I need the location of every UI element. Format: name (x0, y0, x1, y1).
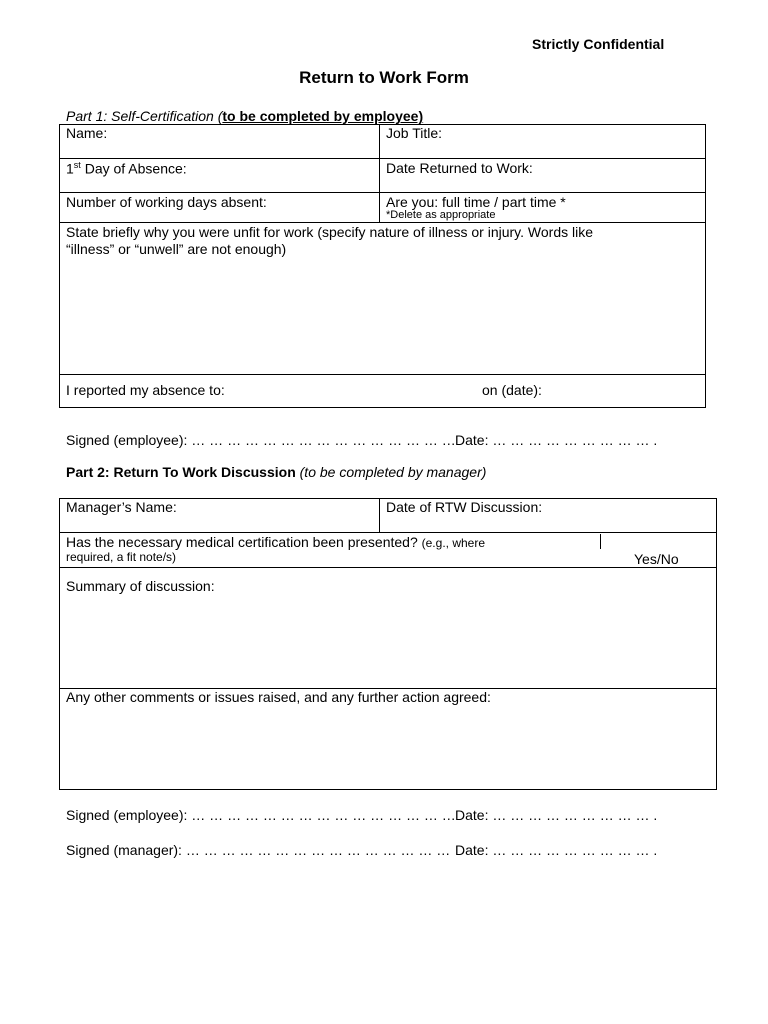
signed-employee-line: Signed (employee): … … … … … … … … … … … … … … … (66, 807, 456, 823)
employment-type-field-label: Are you: full time / part time * (386, 194, 566, 210)
reported-on-date-field-label: on (date): (482, 382, 542, 398)
part2-heading-title: Part 2: Return To Work Discussion (66, 464, 296, 480)
part2-divider (59, 532, 717, 533)
medical-certification-example: (e.g., where (421, 536, 486, 550)
part2-heading-note: (to be completed by manager) (299, 464, 487, 480)
yes-no-divider (600, 534, 601, 549)
working-days-field-label: Number of working days absent: (66, 194, 267, 210)
part2-heading (66, 464, 486, 480)
signed-employee-date-line: Date: … … … … … … … … … . (455, 432, 658, 448)
job-title-field-label: Job Title: (386, 125, 443, 141)
part1-divider (59, 192, 706, 193)
signed-employee-line: Signed (employee): … … … … … … … … … … … … … … … (66, 432, 456, 448)
confidential-label: Strictly Confidential (532, 36, 665, 52)
medical-certification-question-line2: required, a fit note/s) (66, 550, 177, 564)
comments-field-label: Any other comments or issues raised, and any further action agreed: (66, 689, 491, 705)
signed-manager-line: Signed (manager): … … … … … … … … … … … … … … … (66, 842, 451, 858)
reported-to-field-label: I reported my absence to: (66, 382, 225, 398)
part1-divider (59, 222, 706, 223)
reason-instruction-line2: “illness” or “unwell” are not enough) (66, 241, 287, 257)
yes-no-answer: Yes/No (634, 551, 679, 567)
name-field-label: Name: (66, 125, 108, 141)
first-day-field-label (66, 160, 187, 177)
part1-divider (59, 374, 706, 375)
medical-certification-question (66, 534, 485, 550)
first-day-number: 1 (66, 160, 74, 177)
date-returned-field-label: Date Returned to Work: (386, 160, 533, 176)
part1-column-divider (379, 124, 380, 222)
reason-instruction-line1: State briefly why you were unfit for work (specify nature of illness or injury. Words like (66, 224, 594, 240)
part1-heading (66, 108, 423, 124)
manager-name-field-label: Manager’s Name: (66, 499, 177, 515)
summary-field-label: Summary of discussion: (66, 578, 215, 594)
delete-note: *Delete as appropriate (386, 209, 496, 221)
part2-divider (59, 567, 717, 568)
signed-employee-date-line: Date: … … … … … … … … … . (455, 807, 658, 823)
first-day-text: Day of Absence: (80, 160, 187, 177)
signed-manager-date-line: Date: … … … … … … … … … . (455, 842, 658, 858)
part1-heading-emphasis: to be completed by employee) (222, 108, 424, 124)
part1-heading-prefix: Part 1: Self-Certification ( (66, 108, 223, 124)
part1-divider (59, 158, 706, 159)
medical-certification-question-text: Has the necessary medical certification been presented? (66, 534, 418, 550)
page-title: Return to Work Form (299, 68, 469, 87)
rtw-date-field-label: Date of RTW Discussion: (386, 499, 543, 515)
first-day-superscript: st (73, 160, 81, 170)
part2-column-divider (379, 498, 380, 532)
